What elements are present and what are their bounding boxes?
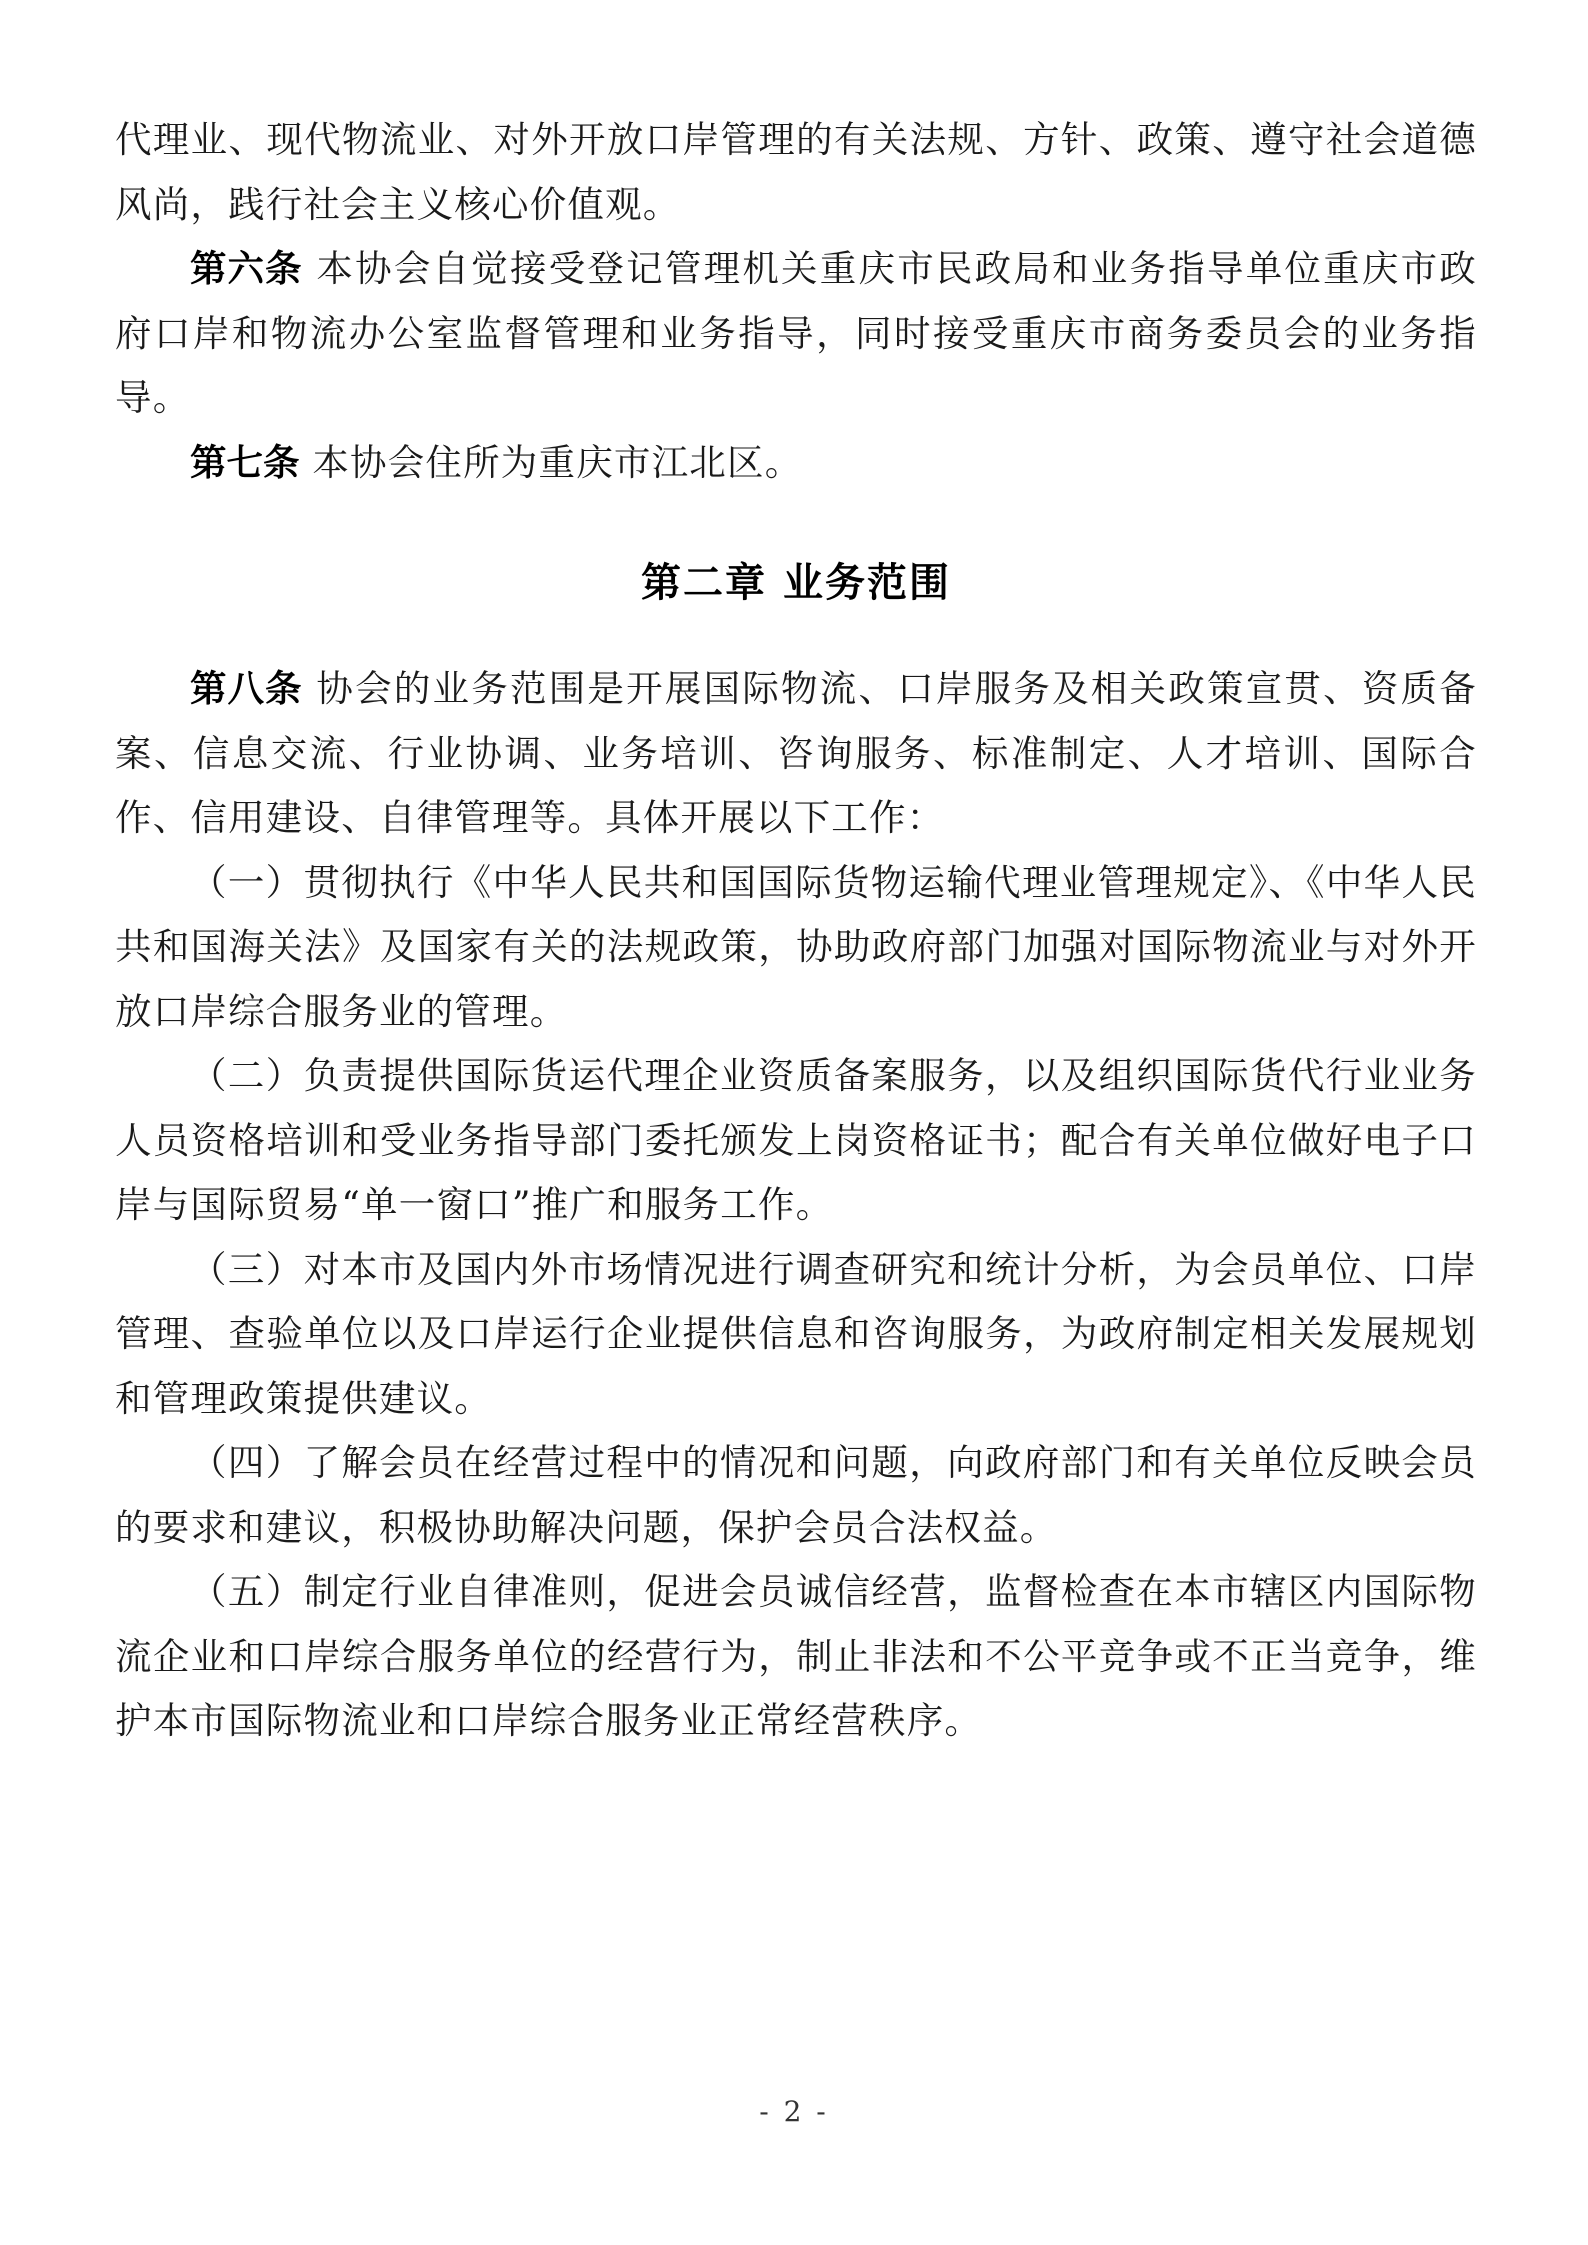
article-label-seven: 第七条	[190, 440, 300, 484]
list-item-text: （一）贯彻执行《中华人民共和国国际货物运输代理业管理规定》、《中华人民共和国海关法》及国家有关的法规政策，协助政府部门加强对国际物流业与对外开放口岸综合服务业的管理。	[115, 860, 1477, 1033]
paragraph-text: 本协会住所为重庆市江北区。	[312, 440, 803, 484]
paragraph-article-eight	[115, 657, 1477, 851]
paragraph-text: 协会的业务范围是开展国际物流、口岸服务及相关政策宣贯、资质备案、信息交流、行业协调、业务培训、咨询服务、标准制定、人才培训、国际合作、信用建设、自律管理等。具体开展以下工作：	[115, 667, 1477, 839]
list-item-text: （四）了解会员在经营过程中的情况和问题，向政府部门和有关单位反映会员的要求和建议，积极协助解决问题，保护会员合法权益。	[115, 1441, 1477, 1549]
paragraph-article-six	[115, 237, 1477, 431]
paragraph-continued-article-five	[115, 108, 1477, 237]
list-item-one	[115, 851, 1477, 1045]
list-item-text: （五）制定行业自律准则，促进会员诚信经营，监督检查在本市辖区内国际物流企业和口岸综合服务单位的经营行为，制止非法和不公平竞争或不正当竞争，维护本市国际物流业和口岸综合服务业正常经营秩序。	[115, 1570, 1477, 1742]
list-item-text: （二）负责提供国际货运代理企业资质备案服务，以及组织国际货代行业业务人员资格培训和受业务指导部门委托颁发上岗资格证书；配合有关单位做好电子口岸与国际贸易“单一窗口”推广和服务工作。	[115, 1054, 1477, 1226]
page-number: - 2 -	[759, 2095, 829, 2128]
chapter-heading: 第二章 业务范围	[641, 560, 951, 606]
list-item-five	[115, 1560, 1477, 1754]
article-label-eight: 第八条	[190, 667, 303, 710]
paragraph-text: 本协会自觉接受登记管理机关重庆市民政局和业务指导单位重庆市政府口岸和物流办公室监督管理和业务指导，同时接受重庆市商务委员会的业务指导。	[115, 247, 1477, 419]
list-item-three	[115, 1238, 1477, 1432]
list-item-four	[115, 1431, 1477, 1560]
list-item-text: （三）对本市及国内外市场情况进行调查研究和统计分析，为会员单位、口岸管理、查验单位以及口岸运行企业提供信息和咨询服务，为政府制定相关发展规划和管理政策提供建议。	[115, 1247, 1477, 1420]
article-label-six: 第六条	[190, 247, 303, 290]
page-content	[115, 108, 1477, 1754]
paragraph-text: 代理业、现代物流业、对外开放口岸管理的有关法规、方针、政策、遵守社会道德风尚，践行社会主义核心价值观。	[115, 118, 1477, 226]
paragraph-article-seven	[115, 431, 1477, 496]
list-item-two	[115, 1044, 1477, 1238]
